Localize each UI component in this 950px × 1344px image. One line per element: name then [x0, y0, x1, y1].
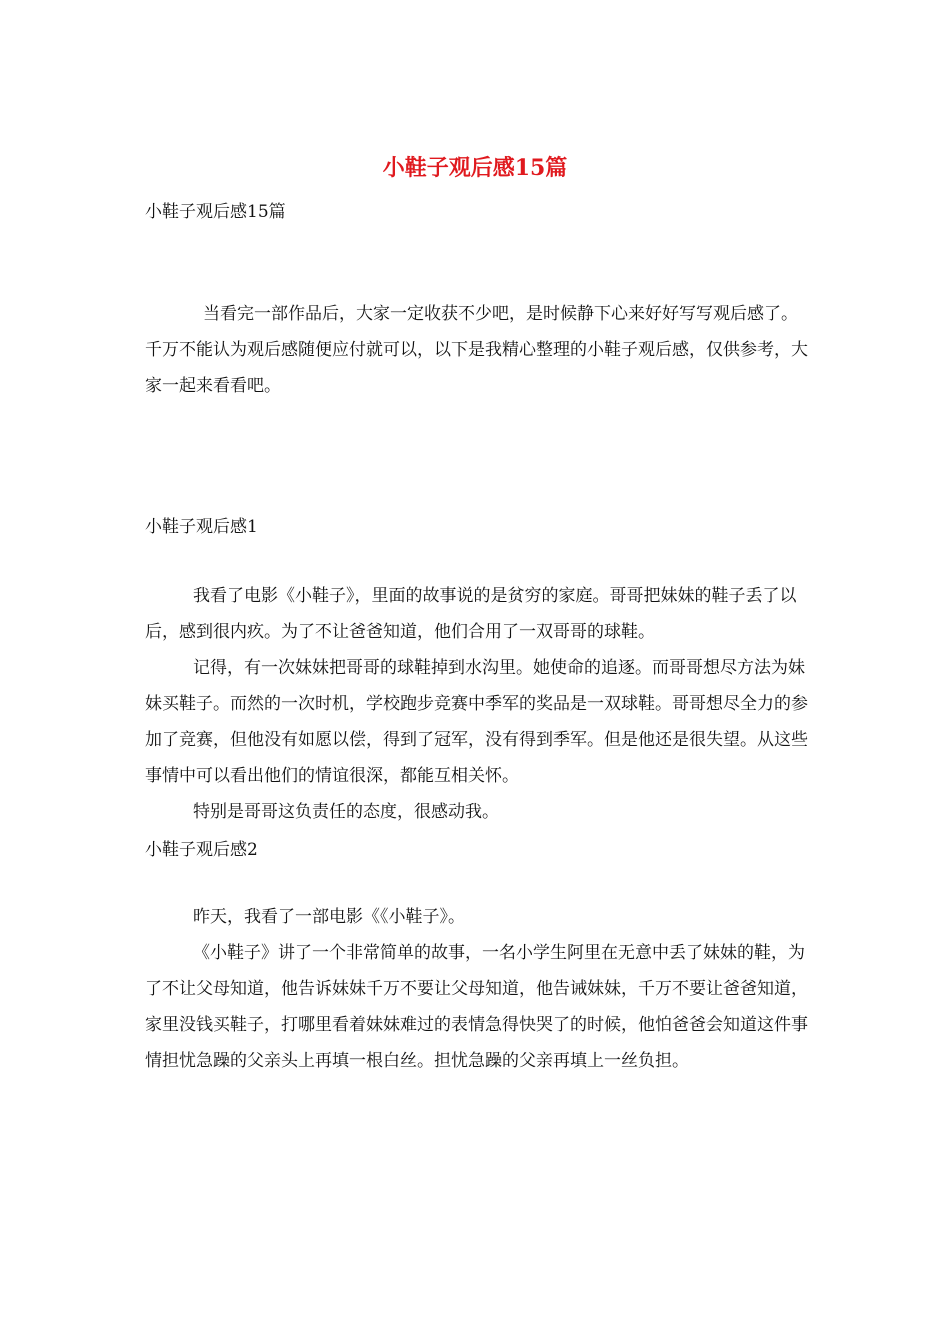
intro-paragraph: [145, 296, 810, 404]
section-2-paragraph-2: 《小鞋子》讲了一个非常简单的故事，一名小学生阿里在无意中丢了妹妹的鞋，为了不让父母知道，他告诉妹妹千万不要让父母知道，他告诫妹妹，千万不要让爸爸知道，家里没钱买鞋子，打哪里看着妹妹难过的表情急得快哭了的时候，他怕爸爸会知道这件事情担忧急躁的父亲头上再填一根白丝。担忧急躁的父亲再填上一丝负担。: [145, 943, 808, 1071]
section-body-2: [145, 899, 810, 1079]
section-heading-1: 小鞋子观后感1: [145, 517, 258, 537]
intro-text: 当看完一部作品后，大家一定收获不少吧，是时候静下心来好好写写观后感了。千万不能认为观后感随便应付就可以，以下是我精心整理的小鞋子观后感，仅供参考，大家一起来看看吧。: [145, 304, 808, 396]
section-heading-2: 小鞋子观后感2: [145, 840, 258, 860]
document-subtitle: 小鞋子观后感15篇: [145, 202, 286, 222]
section-1-paragraph-3: 特别是哥哥这负责任的态度，很感动我。: [193, 802, 499, 822]
section-2-paragraph-1: 昨天，我看了一部电影《《小鞋子》。: [193, 907, 465, 927]
section-body-1: [145, 578, 810, 830]
section-1-paragraph-1: 我看了电影《小鞋子》，里面的故事说的是贫穷的家庭。哥哥把妹妹的鞋子丢了以后，感到很内疚。为了不让爸爸知道，他们合用了一双哥哥的球鞋。: [145, 586, 797, 642]
document-title: 小鞋子观后感15篇: [382, 155, 568, 181]
section-1-paragraph-2: 记得，有一次妹妹把哥哥的球鞋掉到水沟里。她使命的追逐。而哥哥想尽方法为妹妹买鞋子。而然的一次时机，学校跑步竞赛中季军的奖品是一双球鞋。哥哥想尽全力的参加了竞赛，但他没有如愿以偿，得到了冠军，没有得到季军。但是他还是很失望。从这些事情中可以看出他们的情谊很深，都能互相关怀。: [145, 658, 808, 786]
